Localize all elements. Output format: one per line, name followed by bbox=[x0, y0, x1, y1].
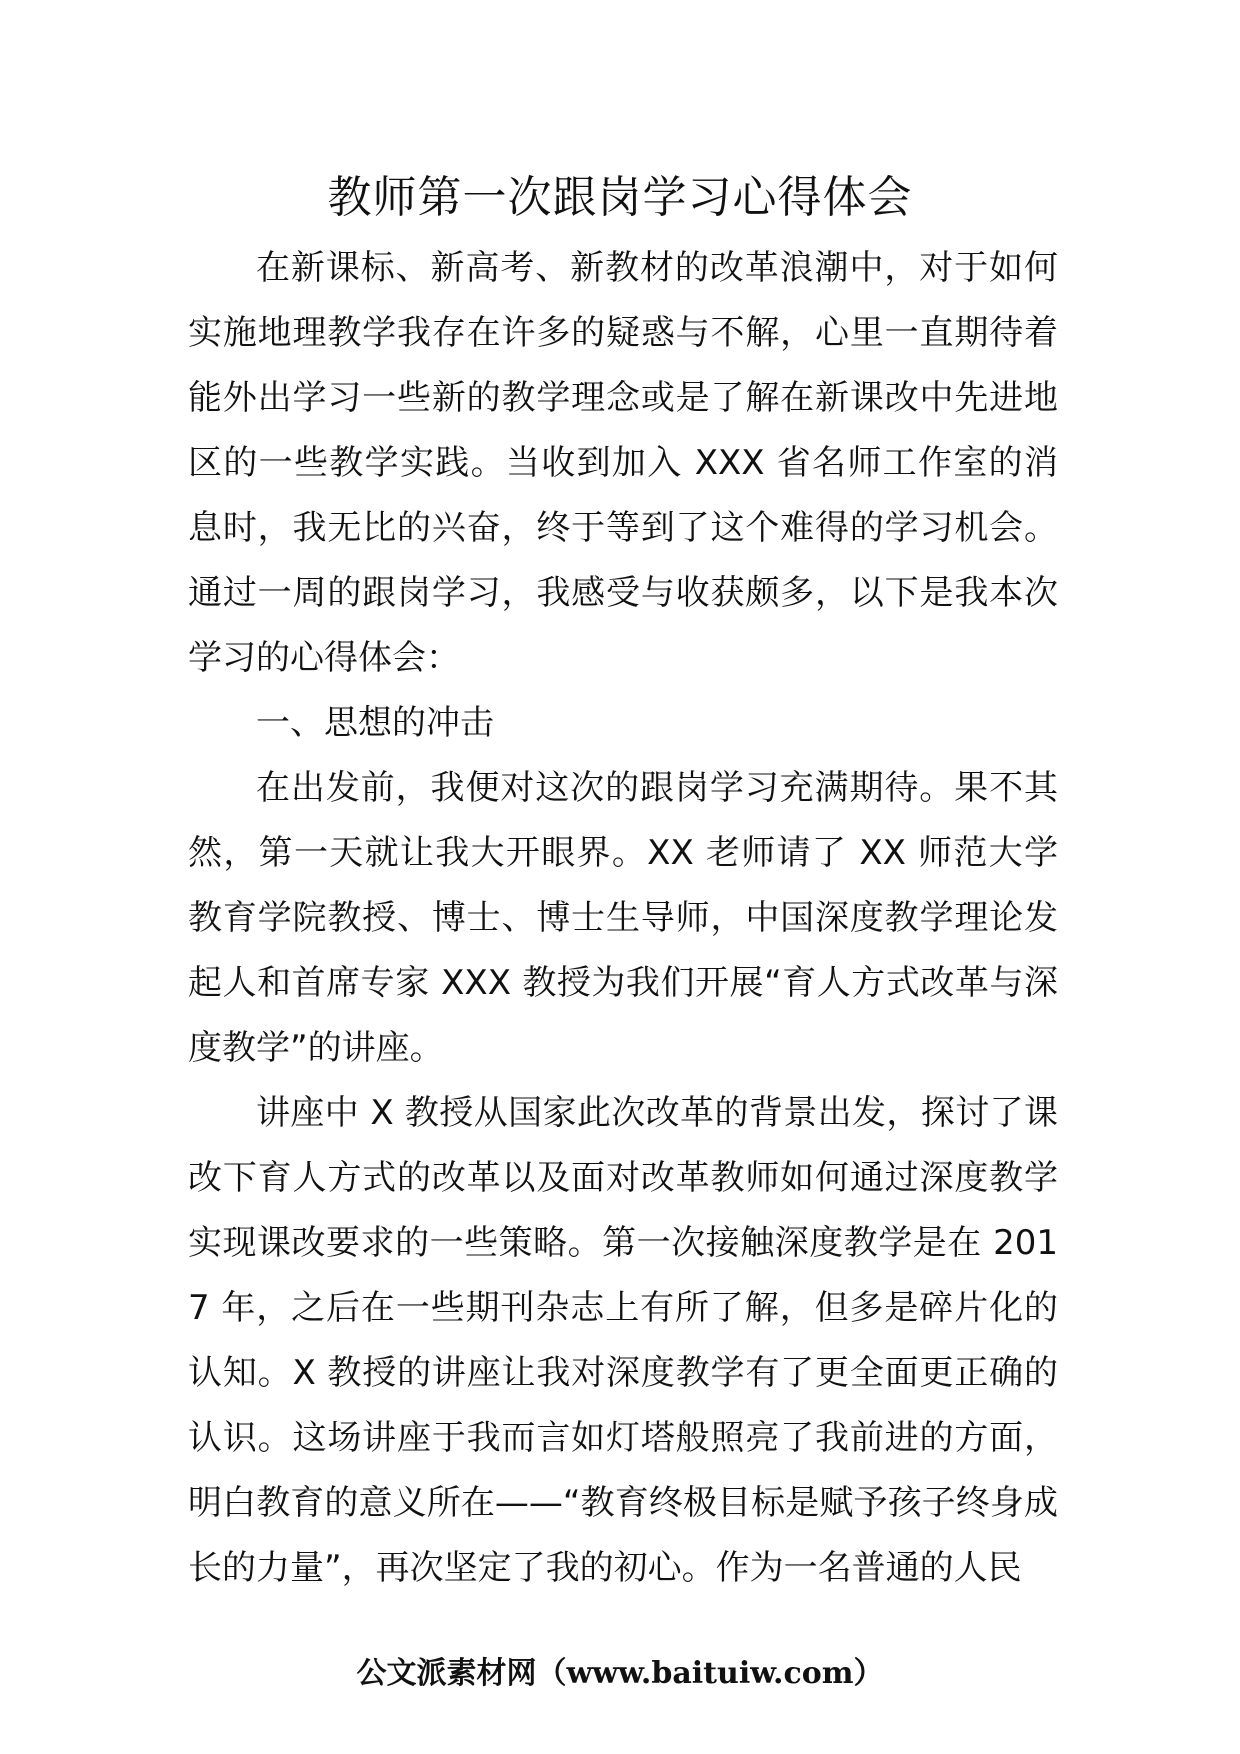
document-title: 教师第一次跟岗学习心得体会 bbox=[327, 172, 913, 223]
paragraph-intro: 在新课标、新高考、新教材的改革浪潮中，对于如何实施地理教学我存在许多的疑惑与不解，心里一直期待着能外出学习一些新的教学理念或是了解在新课改中先进地区的一些教学实践。当收到加入 XXX 省名师工作室的消息时，我无比的兴奋，终于等到了这个难得的学习机会。通过一周的跟岗学习，我感受与收获颇多，以下是我本次学习的心得体会： bbox=[188, 248, 1058, 678]
paragraph-lecture: 讲座中 X 教授从国家此次改革的背景出发，探讨了课改下育人方式的改革以及面对改革教师如何通过深度教学实现课改要求的一些策略。第一次接触深度教学是在 2017 年，之后在一些期刊杂志上有所了解，但多是碎片化的认知。X 教授的讲座让我对深度教学有了更全面更正确的认识。这场讲座于我而言如灯塔般照亮了我前进的方面，明白教育的意义所在——“教育终极目标是赋予孩子终身成长的力量”，再次坚定了我的初心。作为一名普通的人民 bbox=[188, 1093, 1058, 1588]
document-body bbox=[188, 236, 1058, 1601]
section-heading: 一、思想的冲击 bbox=[256, 703, 494, 743]
paragraph-departure: 在出发前，我便对这次的跟岗学习充满期待。果不其然，第一天就让我大开眼界。XX 老师请了 XX 师范大学教育学院教授、博士、博士生导师，中国深度教学理论发起人和首席专家 XXX 教授为我们开展“育人方式改革与深度教学”的讲座。 bbox=[188, 768, 1058, 1068]
footer-watermark: 公文派素材网（www.baituiw.com） bbox=[356, 1656, 884, 1691]
